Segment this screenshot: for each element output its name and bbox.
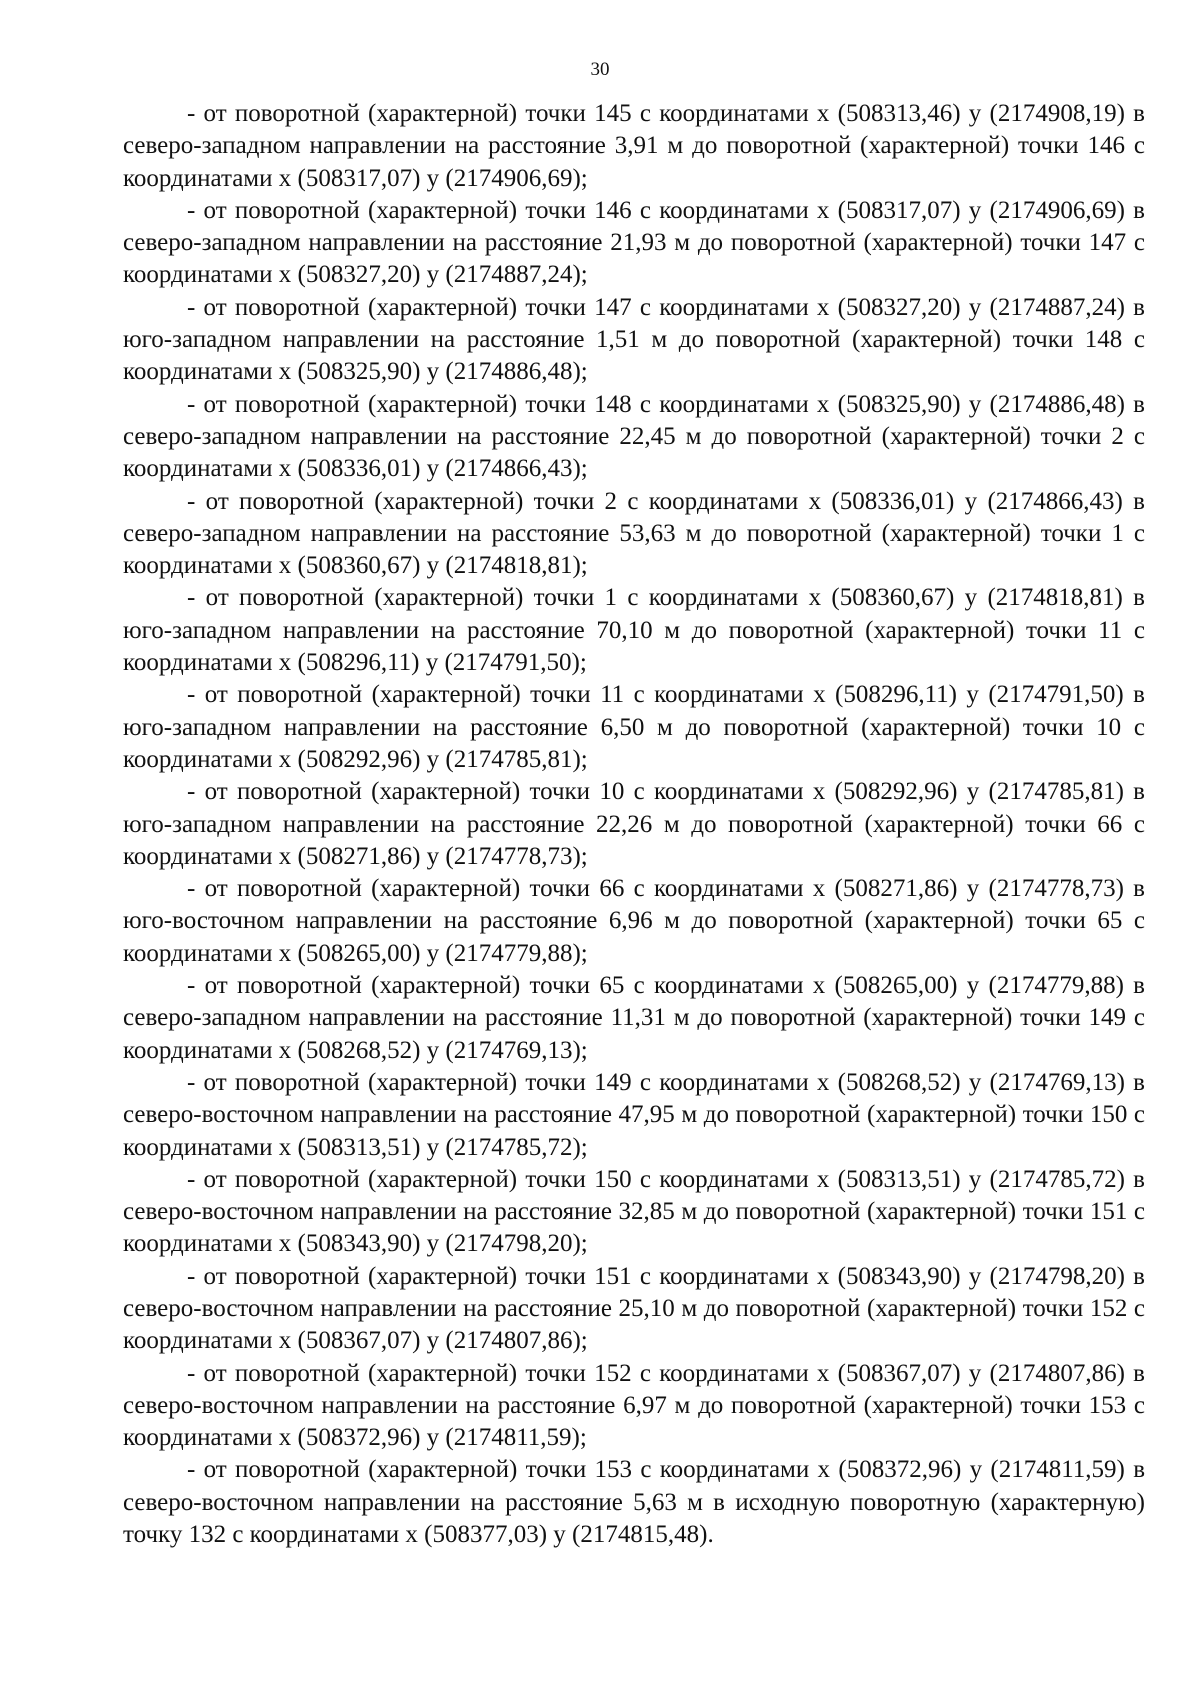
boundary-segment-paragraph: - от поворотной (характерной) точки 150 с координатами х (508313,51) у (2174785,72) в северо-восточном направлении на расстояние 32,85 м до поворотной (характерной) точки 151 с координатами х (508343,90) у (2174798,20); [123,1165,1145,1258]
page-number: 30 [590,59,610,80]
boundary-segment-paragraph: - от поворотной (характерной) точки 145 с координатами х (508313,46) у (2174908,19) в северо-западном направлении на расстояние 3,91 м до поворотной (характерной) точки 146 с координатами х (508317,07) у (2174906,69); [123,100,1145,192]
boundary-segment-paragraph: - от поворотной (характерной) точки 10 с координатами х (508292,96) у (2174785,81) в юго-западном направлении на расстояние 22,26 м до поворотной (характерной) точки 66 с координатами х (508271,86) у (2174778,73); [123,778,1145,870]
boundary-segment-paragraph: - от поворотной (характерной) точки 146 с координатами х (508317,07) у (2174906,69) в северо-западном направлении на расстояние 21,93 м до поворотной (характерной) точки 147 с координатами х (508327,20) у (2174887,24); [123,196,1145,289]
document-body [123,98,1145,1551]
boundary-segment-paragraph: - от поворотной (характерной) точки 149 с координатами х (508268,52) у (2174769,13) в северо-восточном направлении на расстояние 47,95 м до поворотной (характерной) точки 150 с координатами х (508313,51) у (2174785,72); [123,1068,1145,1161]
boundary-segment-paragraph: - от поворотной (характерной) точки 11 с координатами х (508296,11) у (2174791,50) в юго-западном направлении на расстояние 6,50 м до поворотной (характерной) точки 10 с координатами х (508292,96) у (2174785,81); [123,681,1145,773]
boundary-segment-paragraph: - от поворотной (характерной) точки 2 с координатами х (508336,01) у (2174866,43) в северо-западном направлении на расстояние 53,63 м до поворотной (характерной) точки 1 с координатами х (508360,67) у (2174818,81); [123,487,1145,580]
boundary-segment-paragraph: - от поворотной (характерной) точки 1 с координатами х (508360,67) у (2174818,81) в юго-западном направлении на расстояние 70,10 м до поворотной (характерной) точки 11 с координатами х (508296,11) у (2174791,50); [123,584,1145,677]
boundary-segment-paragraph: - от поворотной (характерной) точки 153 с координатами х (508372,96) у (2174811,59) в северо-восточном направлении на расстояние 5,63 м в исходную поворотную (характерную) точку 132 с координатами х (508377,03) у (2174815,48). [123,1456,1145,1549]
boundary-segment-paragraph: - от поворотной (характерной) точки 65 с координатами х (508265,00) у (2174779,88) в северо-западном направлении на расстояние 11,31 м до поворотной (характерной) точки 149 с координатами х (508268,52) у (2174769,13); [123,972,1145,1064]
boundary-segment-paragraph: - от поворотной (характерной) точки 148 с координатами х (508325,90) у (2174886,48) в северо-западном направлении на расстояние 22,45 м до поворотной (характерной) точки 2 с координатами х (508336,01) у (2174866,43); [123,390,1145,483]
boundary-segment-paragraph: - от поворотной (характерной) точки 147 с координатами х (508327,20) у (2174887,24) в юго-западном направлении на расстояние 1,51 м до поворотной (характерной) точки 148 с координатами х (508325,90) у (2174886,48); [123,293,1145,386]
boundary-segment-paragraph: - от поворотной (характерной) точки 151 с координатами х (508343,90) у (2174798,20) в северо-восточном направлении на расстояние 25,10 м до поворотной (характерной) точки 152 с координатами х (508367,07) у (2174807,86); [123,1262,1145,1355]
boundary-segment-paragraph: - от поворотной (характерной) точки 66 с координатами х (508271,86) у (2174778,73) в юго-восточном направлении на расстояние 6,96 м до поворотной (характерной) точки 65 с координатами х (508265,00) у (2174779,88); [123,875,1145,967]
boundary-segment-paragraph: - от поворотной (характерной) точки 152 с координатами х (508367,07) у (2174807,86) в северо-восточном направлении на расстояние 6,97 м до поворотной (характерной) точки 153 с координатами х (508372,96) у (2174811,59); [123,1359,1145,1452]
